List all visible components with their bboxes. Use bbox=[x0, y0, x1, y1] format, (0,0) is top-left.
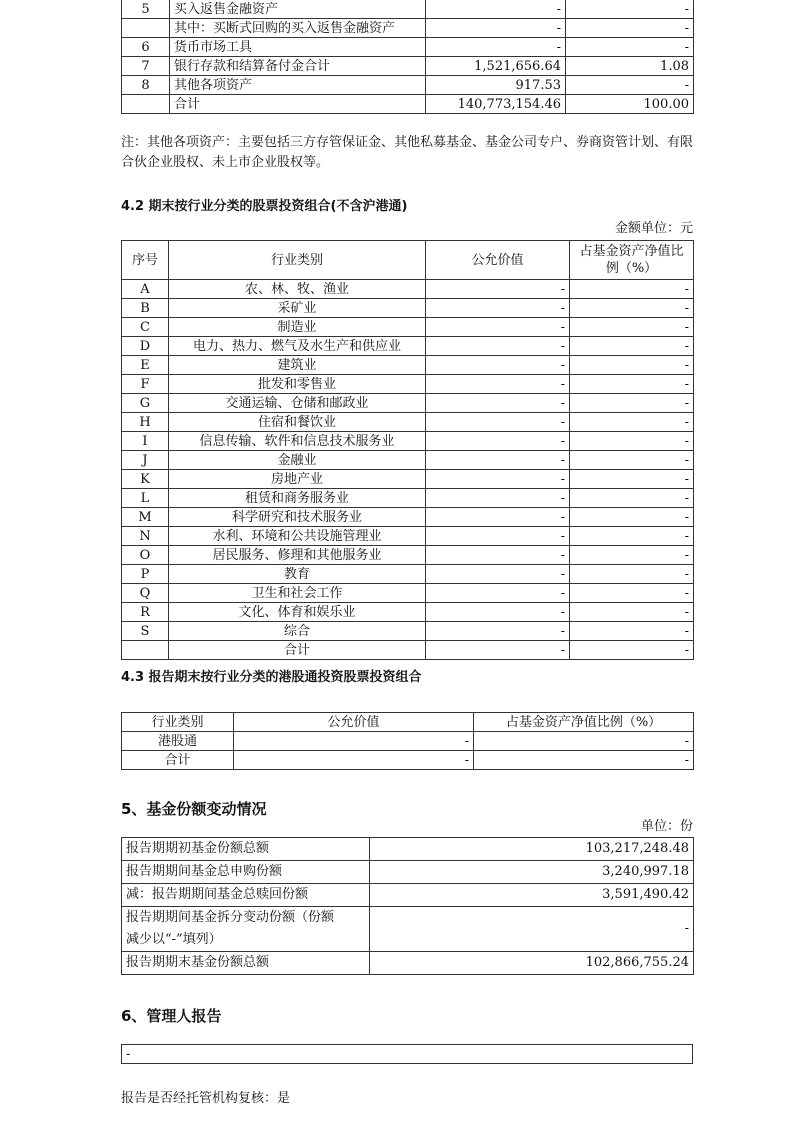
industry-code: K bbox=[122, 470, 169, 489]
industry-value: - bbox=[426, 451, 570, 470]
industry-name: 居民服务、修理和其他服务业 bbox=[169, 546, 426, 565]
industry-code: C bbox=[122, 318, 169, 337]
shares-label: 报告期期末基金份额总额 bbox=[122, 952, 370, 975]
asset-row bbox=[122, 38, 694, 57]
industry-row bbox=[122, 299, 694, 318]
industry-code: D bbox=[122, 337, 169, 356]
industry-name: 科学研究和技术服务业 bbox=[169, 508, 426, 527]
industry-row bbox=[122, 508, 694, 527]
section-4-2-title-wrap bbox=[121, 195, 693, 214]
shares-value: - bbox=[370, 907, 694, 952]
industry-code: N bbox=[122, 527, 169, 546]
industry-name: 电力、热力、燃气及水生产和供应业 bbox=[169, 337, 426, 356]
industry-value: - bbox=[426, 565, 570, 584]
industry-name: 制造业 bbox=[169, 318, 426, 337]
section-5-unit: 单位：份 bbox=[640, 819, 693, 834]
industry-name: 文化、体育和娱乐业 bbox=[169, 603, 426, 622]
hk-value: - bbox=[234, 751, 474, 770]
hk-header-fair-value: 公允价值 bbox=[234, 713, 474, 732]
asset-amount: - bbox=[426, 0, 566, 19]
asset-item: 银行存款和结算备付金合计 bbox=[170, 57, 426, 76]
asset-amount: 140,773,154.46 bbox=[426, 95, 566, 114]
shares-value: 103,217,248.48 bbox=[370, 838, 694, 861]
shares-table-container bbox=[121, 837, 693, 975]
shares-label-split bbox=[122, 907, 370, 952]
industry-row bbox=[122, 489, 694, 508]
industry-value: - bbox=[426, 546, 570, 565]
industry-code: H bbox=[122, 413, 169, 432]
asset-row bbox=[122, 76, 694, 95]
asset-no: 8 bbox=[122, 76, 170, 95]
industry-code: O bbox=[122, 546, 169, 565]
asset-pct: - bbox=[566, 19, 694, 38]
asset-no bbox=[122, 95, 170, 114]
industry-value: - bbox=[426, 299, 570, 318]
industry-pct: - bbox=[570, 451, 694, 470]
hk-table-body bbox=[122, 732, 694, 770]
section-4-3-title-wrap bbox=[121, 666, 693, 685]
asset-row bbox=[122, 57, 694, 76]
industry-value: - bbox=[426, 413, 570, 432]
manager-report-box bbox=[121, 1044, 693, 1064]
industry-code: F bbox=[122, 375, 169, 394]
industry-table-body bbox=[122, 280, 694, 660]
industry-value: - bbox=[426, 603, 570, 622]
industry-code: G bbox=[122, 394, 169, 413]
header-ratio: 占基金资产净值比例（%） bbox=[570, 241, 694, 280]
industry-value: - bbox=[426, 337, 570, 356]
industry-code: M bbox=[122, 508, 169, 527]
section-6-title-wrap bbox=[121, 1005, 693, 1026]
shares-row bbox=[122, 861, 694, 884]
industry-pct: - bbox=[570, 356, 694, 375]
industry-row bbox=[122, 565, 694, 584]
industry-value: - bbox=[426, 432, 570, 451]
industry-code: R bbox=[122, 603, 169, 622]
hk-name: 合计 bbox=[122, 751, 234, 770]
industry-row bbox=[122, 584, 694, 603]
asset-pct: 1.08 bbox=[566, 57, 694, 76]
asset-item: 买入返售金融资产 bbox=[170, 0, 426, 19]
industry-table-container bbox=[121, 240, 693, 660]
shares-value: 3,240,997.18 bbox=[370, 861, 694, 884]
industry-code: L bbox=[122, 489, 169, 508]
asset-table bbox=[121, 0, 694, 114]
section-4-3-title: 4.3 报告期末按行业分类的港股通投资股票投资组合 bbox=[121, 670, 422, 685]
industry-pct: - bbox=[570, 337, 694, 356]
industry-value: - bbox=[426, 622, 570, 641]
shares-row bbox=[122, 952, 694, 975]
industry-row bbox=[122, 641, 694, 660]
asset-row bbox=[122, 0, 694, 19]
industry-row bbox=[122, 622, 694, 641]
industry-code: B bbox=[122, 299, 169, 318]
shares-label-line1: 报告期期间基金拆分变动份额（份额 bbox=[126, 910, 335, 925]
industry-row bbox=[122, 280, 694, 299]
industry-value: - bbox=[426, 394, 570, 413]
industry-pct: - bbox=[570, 318, 694, 337]
industry-name: 综合 bbox=[169, 622, 426, 641]
asset-amount: - bbox=[426, 38, 566, 57]
industry-value: - bbox=[426, 584, 570, 603]
industry-row bbox=[122, 394, 694, 413]
industry-row bbox=[122, 413, 694, 432]
hk-pct: - bbox=[474, 732, 694, 751]
asset-table-container bbox=[121, 0, 693, 114]
header-seq: 序号 bbox=[122, 241, 169, 280]
asset-item: 其中：买断式回购的买入返售金融资产 bbox=[170, 19, 426, 38]
hk-row bbox=[122, 751, 694, 770]
industry-name: 交通运输、仓储和邮政业 bbox=[169, 394, 426, 413]
hk-row bbox=[122, 732, 694, 751]
manager-report-box-wrap bbox=[121, 1044, 693, 1064]
industry-pct: - bbox=[570, 280, 694, 299]
industry-pct: - bbox=[570, 489, 694, 508]
industry-row bbox=[122, 337, 694, 356]
asset-no: 6 bbox=[122, 38, 170, 57]
industry-value: - bbox=[426, 508, 570, 527]
industry-value: - bbox=[426, 318, 570, 337]
shares-row bbox=[122, 884, 694, 907]
industry-name: 合计 bbox=[169, 641, 426, 660]
hk-name: 港股通 bbox=[122, 732, 234, 751]
asset-pct: - bbox=[566, 38, 694, 57]
industry-pct: - bbox=[570, 622, 694, 641]
section-5-title-wrap bbox=[121, 798, 693, 819]
asset-pct: 100.00 bbox=[566, 95, 694, 114]
shares-label: 报告期期初基金份额总额 bbox=[122, 838, 370, 861]
shares-value: 3,591,490.42 bbox=[370, 884, 694, 907]
asset-row bbox=[122, 95, 694, 114]
asset-table-body bbox=[122, 0, 694, 114]
industry-code: A bbox=[122, 280, 169, 299]
industry-row bbox=[122, 527, 694, 546]
asset-item: 货币市场工具 bbox=[170, 38, 426, 57]
header-fair-value: 公允价值 bbox=[426, 241, 570, 280]
shares-label-line2: 减少以“-”填列） bbox=[126, 932, 222, 947]
hk-header-industry: 行业类别 bbox=[122, 713, 234, 732]
industry-value: - bbox=[426, 356, 570, 375]
industry-pct: - bbox=[570, 641, 694, 660]
industry-name: 住宿和餐饮业 bbox=[169, 413, 426, 432]
industry-pct: - bbox=[570, 394, 694, 413]
industry-pct: - bbox=[570, 565, 694, 584]
asset-amount: 917.53 bbox=[426, 76, 566, 95]
note-text: 注：其他各项资产：主要包括三方存管保证金、其他私募基金、基金公司专户、券商资管计划、有限合伙企业股权、未上市企业股权等。 bbox=[121, 135, 694, 170]
industry-row bbox=[122, 318, 694, 337]
industry-pct: - bbox=[570, 413, 694, 432]
section-4-2-unit: 金额单位：元 bbox=[614, 221, 693, 236]
asset-amount: - bbox=[426, 19, 566, 38]
industry-pct: - bbox=[570, 546, 694, 565]
asset-no: 7 bbox=[122, 57, 170, 76]
industry-pct: - bbox=[570, 432, 694, 451]
section-5-title: 5、基金份额变动情况 bbox=[121, 800, 267, 818]
asset-item: 其他各项资产 bbox=[170, 76, 426, 95]
industry-row bbox=[122, 603, 694, 622]
asset-amount: 1,521,656.64 bbox=[426, 57, 566, 76]
shares-label: 减：报告期期间基金总赎回份额 bbox=[122, 884, 370, 907]
industry-name: 房地产业 bbox=[169, 470, 426, 489]
industry-row bbox=[122, 432, 694, 451]
industry-row bbox=[122, 451, 694, 470]
section-6-title: 6、管理人报告 bbox=[121, 1007, 222, 1025]
hk-table-container bbox=[121, 712, 693, 770]
asset-pct: - bbox=[566, 76, 694, 95]
industry-name: 农、林、牧、渔业 bbox=[169, 280, 426, 299]
section-4-2-title: 4.2 期末按行业分类的股票投资组合(不含沪港通) bbox=[121, 199, 408, 214]
shares-row bbox=[122, 838, 694, 861]
industry-code: J bbox=[122, 451, 169, 470]
industry-pct: - bbox=[570, 584, 694, 603]
industry-value: - bbox=[426, 280, 570, 299]
industry-code: S bbox=[122, 622, 169, 641]
review-line bbox=[121, 1089, 693, 1109]
industry-row bbox=[122, 375, 694, 394]
industry-code bbox=[122, 641, 169, 660]
industry-name: 建筑业 bbox=[169, 356, 426, 375]
industry-table bbox=[121, 240, 694, 660]
shares-table bbox=[121, 837, 694, 975]
industry-name: 采矿业 bbox=[169, 299, 426, 318]
industry-pct: - bbox=[570, 527, 694, 546]
manager-report-text: - bbox=[122, 1045, 693, 1064]
review-text: 报告是否经托管机构复核：是 bbox=[121, 1091, 291, 1106]
industry-value: - bbox=[426, 641, 570, 660]
asset-row bbox=[122, 19, 694, 38]
industry-value: - bbox=[426, 470, 570, 489]
shares-value: 102,866,755.24 bbox=[370, 952, 694, 975]
industry-name: 金融业 bbox=[169, 451, 426, 470]
industry-code: E bbox=[122, 356, 169, 375]
industry-pct: - bbox=[570, 299, 694, 318]
hk-pct: - bbox=[474, 751, 694, 770]
industry-name: 卫生和社会工作 bbox=[169, 584, 426, 603]
asset-no: 5 bbox=[122, 0, 170, 19]
hk-header-ratio: 占基金资产净值比例（%） bbox=[474, 713, 694, 732]
industry-row bbox=[122, 356, 694, 375]
industry-pct: - bbox=[570, 470, 694, 489]
industry-code: I bbox=[122, 432, 169, 451]
asset-note bbox=[121, 133, 693, 173]
industry-pct: - bbox=[570, 603, 694, 622]
hk-value: - bbox=[234, 732, 474, 751]
industry-name: 信息传输、软件和信息技术服务业 bbox=[169, 432, 426, 451]
industry-code: P bbox=[122, 565, 169, 584]
industry-pct: - bbox=[570, 375, 694, 394]
asset-no bbox=[122, 19, 170, 38]
industry-name: 租赁和商务服务业 bbox=[169, 489, 426, 508]
industry-value: - bbox=[426, 527, 570, 546]
industry-name: 水利、环境和公共设施管理业 bbox=[169, 527, 426, 546]
industry-code: Q bbox=[122, 584, 169, 603]
industry-name: 教育 bbox=[169, 565, 426, 584]
industry-name: 批发和零售业 bbox=[169, 375, 426, 394]
header-industry: 行业类别 bbox=[169, 241, 426, 280]
industry-value: - bbox=[426, 375, 570, 394]
hk-table bbox=[121, 712, 694, 770]
shares-row bbox=[122, 907, 694, 952]
industry-row bbox=[122, 470, 694, 489]
asset-item: 合计 bbox=[170, 95, 426, 114]
industry-value: - bbox=[426, 489, 570, 508]
asset-pct: - bbox=[566, 0, 694, 19]
industry-pct: - bbox=[570, 508, 694, 527]
industry-row bbox=[122, 546, 694, 565]
shares-label: 报告期期间基金总申购份额 bbox=[122, 861, 370, 884]
